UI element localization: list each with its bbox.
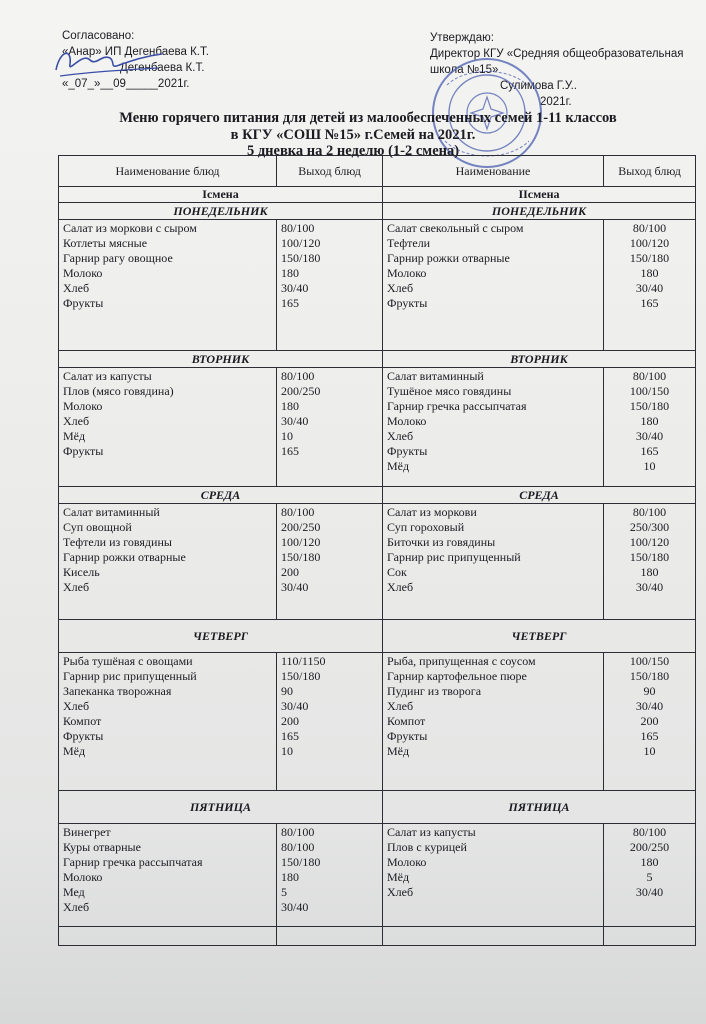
day-header-row [59,351,696,368]
list-item: 100/120 [629,535,670,549]
list-item: 110/1150 [281,654,326,668]
list-item: 10 [281,429,293,443]
shift-right: IIсмена [383,187,696,203]
col-dish-right: Наименование [383,156,604,187]
list-item: 30/40 [635,699,664,713]
table-row [59,824,696,927]
list-item: Запеканка творожная [63,684,172,698]
list-item: Компот [63,714,102,728]
table-row [59,504,696,620]
list-item: 80/100 [632,369,667,383]
list-item: 80/100 [281,505,315,519]
dish-list-right [383,824,604,927]
list-item: 100/120 [629,236,670,250]
list-item: Хлеб [63,281,90,295]
list-item: 80/100 [632,505,667,519]
list-item: Молоко [63,870,103,884]
list-item: 200/250 [281,520,321,534]
list-item: 150/180 [629,399,670,413]
empty-cell [604,927,696,946]
portion-list-right [604,220,696,351]
list-item: 30/40 [635,281,664,295]
day-header-row [59,487,696,504]
list-item: 10 [643,744,656,758]
day-name-left: ПЯТНИЦА [59,791,383,824]
list-item: 80/100 [281,369,315,383]
list-item: 165 [640,296,659,310]
list-item: Хлеб [387,580,414,594]
list-item: 200/250 [629,840,670,854]
list-item: 100/120 [281,236,321,250]
list-item: Салат из капусты [63,369,152,383]
list-item: Гарнир гречка рассыпчатая [387,399,527,413]
list-item: 30/40 [281,414,309,428]
list-item: 180 [281,266,299,280]
list-item: Хлеб [63,699,90,713]
list-item: Гарнир рагу овощное [63,251,173,265]
shift-left: Iсмена [59,187,383,203]
list-item: Молоко [63,399,103,413]
list-item: 180 [281,870,299,884]
list-item: Хлеб [63,414,90,428]
list-item: 180 [640,855,659,869]
list-item: Суп гороховый [387,520,465,534]
portion-list-right [604,368,696,487]
portion-list-right [604,824,696,927]
list-item: Биточки из говядины [387,535,496,549]
portion-list-right [604,504,696,620]
list-item: 150/180 [281,855,321,869]
dish-list-right [383,220,604,351]
list-item: 80/100 [281,825,315,839]
approval-right-line5: 2021г. [540,96,572,108]
menu-title-line1: Меню горячего питания для детей из малообеспеченных семей 1-11 классов [119,110,617,126]
list-item: 150/180 [281,550,321,564]
list-item: Тефтели [387,236,431,250]
list-item: 200 [640,714,659,728]
list-item: 150/180 [281,251,321,265]
dish-list-left [59,368,277,487]
list-item: Плов с курицей [387,840,467,854]
list-item: 100/150 [629,654,670,668]
list-item: Мёд [63,429,86,443]
empty-cell [383,927,604,946]
day-name-right: ПОНЕДЕЛЬНИК [383,203,696,220]
list-item: Хлеб [387,429,414,443]
list-item: Хлеб [387,885,414,899]
day-name-left: СРЕДА [59,487,383,504]
list-item: Салат витаминный [387,369,484,383]
list-item: 165 [281,444,299,458]
list-item: Гарнир гречка рассыпчатая [63,855,203,869]
approval-left-line2: «Анар» ИП Дегенбаева К.Т. [62,46,209,58]
list-item: Рыба, припущенная с соусом [387,654,536,668]
list-item: Куры отварные [63,840,141,854]
list-item: 150/180 [629,550,670,564]
list-item: 80/100 [632,825,667,839]
list-item: Сок [387,565,407,579]
approval-left-line3: Дегенбаева К.Т. [120,62,205,74]
list-item: 165 [281,729,299,743]
list-item: 5 [281,885,287,899]
table-row [59,368,696,487]
list-item: Рыба тушёная с овощами [63,654,193,668]
list-item: 80/100 [281,221,315,235]
list-item: Гарнир рис припущенный [387,550,521,564]
list-item: Фрукты [63,729,104,743]
list-item: 200 [281,714,299,728]
list-item: Мёд [63,744,86,758]
portion-list-left [277,368,383,487]
menu-title-line3: 5 дневка на 2 неделю (1-2 смена) [246,143,460,159]
list-item: 10 [643,459,656,473]
shift-row [59,187,696,203]
list-item: 150/180 [629,251,670,265]
list-item: 250/300 [629,520,670,534]
list-item: Салат из капусты [387,825,476,839]
list-item: 165 [281,296,299,310]
list-item: Салат витаминный [63,505,160,519]
dish-list-left [59,653,277,791]
list-item: Молоко [387,855,427,869]
table-end-row [59,927,696,946]
menu-table [58,155,696,946]
approval-right-line1: Утверждаю: [430,32,494,44]
day-name-left: ПОНЕДЕЛЬНИК [59,203,383,220]
list-item: Гарнир рожки отварные [387,251,510,265]
list-item: Мед [63,885,85,899]
list-item: Гарнир рис припущенный [63,669,197,683]
list-item: Хлеб [387,699,414,713]
list-item: 150/180 [629,669,670,683]
list-item: Фрукты [63,296,104,310]
list-item: 30/40 [281,900,309,914]
list-item: Кисель [63,565,100,579]
dish-list-left [59,220,277,351]
day-header-row [59,791,696,824]
list-item: Фрукты [387,444,428,458]
day-name-right: ПЯТНИЦА [383,791,696,824]
list-item: Салат из моркови с сыром [63,221,197,235]
list-item: 30/40 [635,885,664,899]
portion-list-left [277,220,383,351]
list-item: Мёд [387,870,410,884]
list-item: Плов (мясо говядина) [63,384,174,398]
list-item: 90 [643,684,656,698]
list-item: Фрукты [387,729,428,743]
list-item: 150/180 [281,669,321,683]
list-item: Молоко [387,414,427,428]
list-item: Салат свекольный с сыром [387,221,524,235]
portion-list-left [277,504,383,620]
list-item: Хлеб [63,900,90,914]
list-item: 180 [640,266,659,280]
dish-list-right [383,653,604,791]
list-item: Компот [387,714,426,728]
approval-left-date: «_07_»__09_____2021г. [62,78,190,90]
list-item: Тушёное мясо говядины [387,384,512,398]
list-item: Мёд [387,744,410,758]
dish-list-right [383,504,604,620]
list-item: 5 [646,870,653,884]
dish-list-left [59,504,277,620]
list-item: 100/120 [281,535,321,549]
list-item: 180 [640,565,659,579]
menu-title-line2: в КГУ «СОШ №15» г.Семей на 2021г. [230,127,476,143]
list-item: Салат из моркови [387,505,477,519]
list-item: 10 [281,744,293,758]
day-name-right: ВТОРНИК [383,351,696,368]
day-name-left: ЧЕТВЕРГ [59,620,383,653]
portion-list-right [604,653,696,791]
portion-list-left [277,653,383,791]
list-item: 165 [640,444,659,458]
list-item: 30/40 [635,429,664,443]
dish-list-right [383,368,604,487]
dish-list-left [59,824,277,927]
list-item: 165 [640,729,659,743]
list-item: Хлеб [387,281,414,295]
list-item: 180 [281,399,299,413]
list-item: 30/40 [281,580,309,594]
day-name-left: ВТОРНИК [59,351,383,368]
table-row [59,653,696,791]
day-name-right: ЧЕТВЕРГ [383,620,696,653]
list-item: Пудинг из творога [387,684,482,698]
list-item: Винегрет [63,825,111,839]
approval-right-line2: Директор КГУ «Средняя общеобразовательная [430,48,684,60]
list-item: Тефтели из говядины [63,535,172,549]
col-out-left: Выход блюд [277,156,383,187]
list-item: 30/40 [635,580,664,594]
list-item: Молоко [387,266,427,280]
empty-cell [277,927,383,946]
table-row [59,220,696,351]
approval-right-line3: школа №15» [430,64,499,76]
list-item: Хлеб [63,580,90,594]
day-name-right: СРЕДА [383,487,696,504]
approval-left-line1: Согласовано: [62,30,135,42]
signature-icon [50,40,170,85]
list-item: Гарнир картофельное пюре [387,669,527,683]
list-item: 180 [640,414,659,428]
empty-cell [59,927,277,946]
list-item: Мёд [387,459,410,473]
list-item: 90 [281,684,293,698]
list-item: 30/40 [281,281,309,295]
list-item: Котлеты мясные [63,236,148,250]
day-header-row [59,620,696,653]
approval-right-line4: Сулимова Г.У.. [500,80,577,92]
list-item: 200 [281,565,299,579]
list-item: 80/100 [632,221,667,235]
day-header-row [59,203,696,220]
table-header-row [59,156,696,187]
list-item: 100/150 [629,384,670,398]
col-dish-left: Наименование блюд [59,156,277,187]
list-item: 30/40 [281,699,309,713]
list-item: 200/250 [281,384,321,398]
list-item: Фрукты [63,444,104,458]
col-out-right: Выход блюд [604,156,696,187]
list-item: Фрукты [387,296,428,310]
list-item: Молоко [63,266,103,280]
list-item: Гарнир рожки отварные [63,550,186,564]
list-item: Суп овощной [63,520,132,534]
portion-list-left [277,824,383,927]
list-item: 80/100 [281,840,315,854]
